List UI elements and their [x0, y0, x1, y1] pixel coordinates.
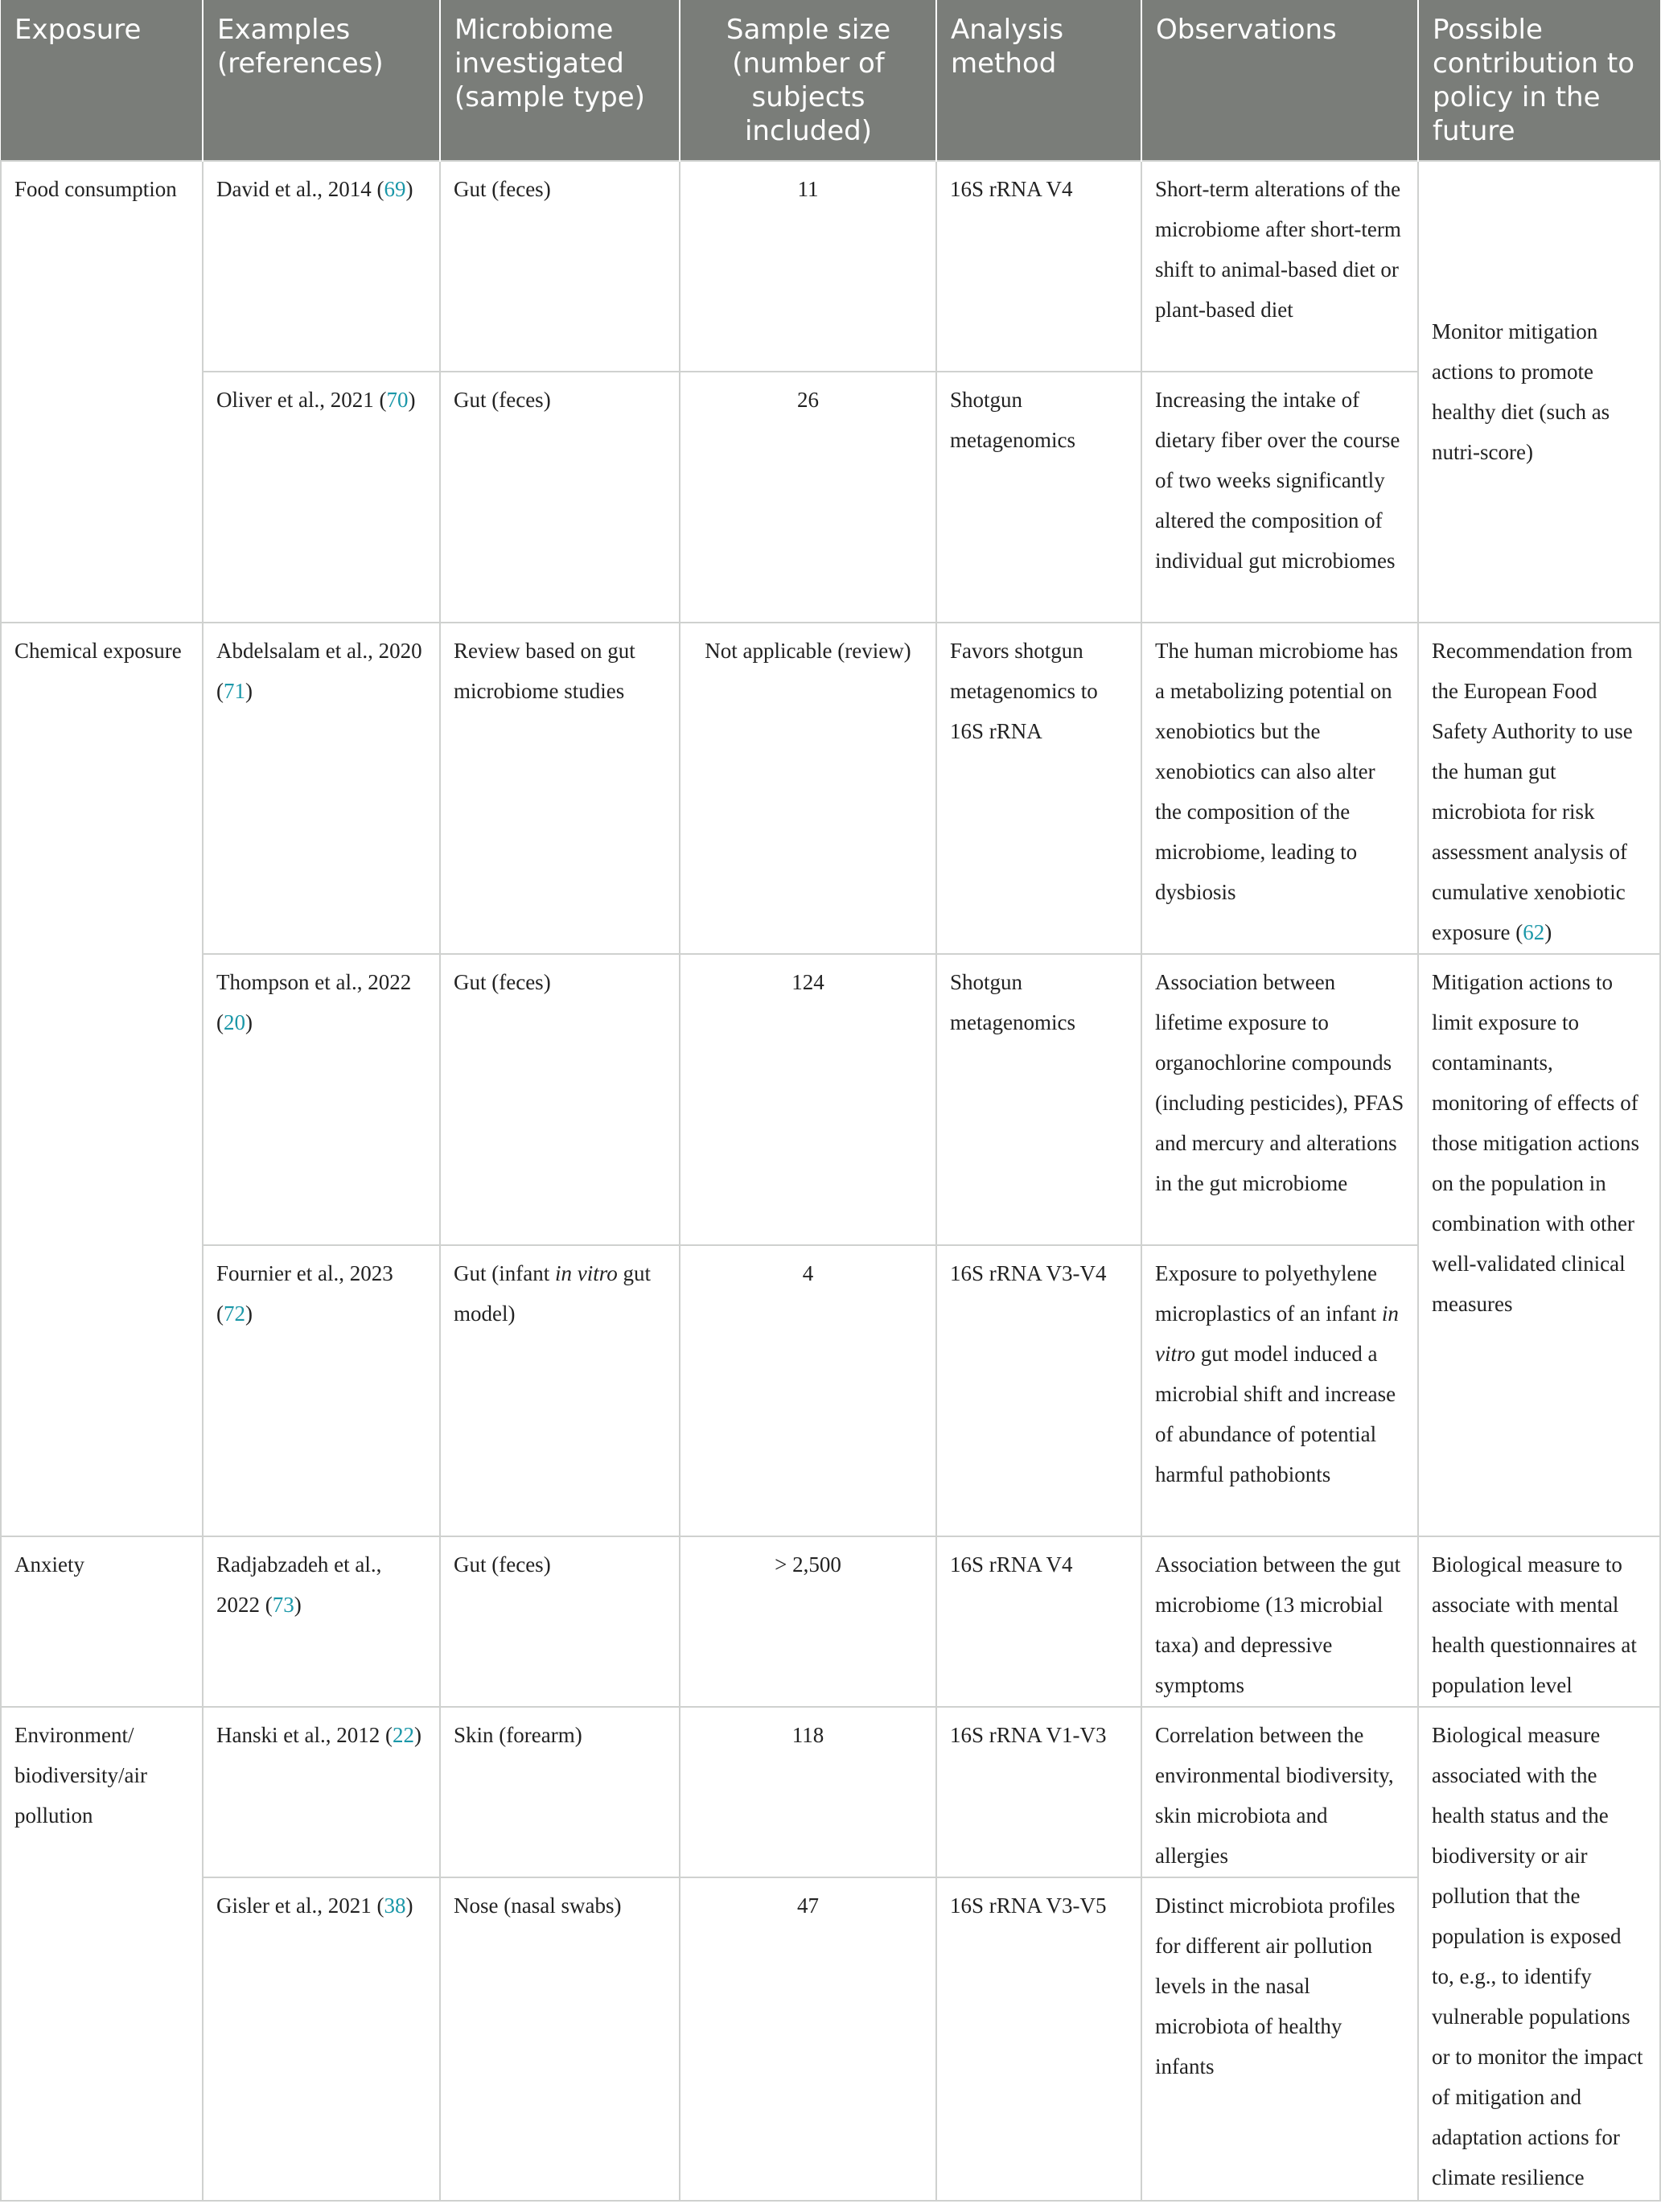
observation-cell: Association between the gut microbiome (13 microbial taxa) and depressive symptoms [1141, 1536, 1418, 1707]
header-microbiome: Microbiome investigated (sample type) [440, 0, 680, 161]
table-row [1, 623, 1660, 954]
method-cell: Favors shotgun metagenomics to 16S rRNA [936, 623, 1141, 954]
method-cell: 16S rRNA V1-V3 [936, 1707, 1141, 1877]
exposure-cell: Chemical exposure [1, 623, 203, 1536]
example-cell: Oliver et al., 2021 (70) [203, 372, 440, 623]
reference-link[interactable]: 70 [386, 388, 409, 412]
method-cell: 16S rRNA V3-V4 [936, 1245, 1141, 1536]
reference-link[interactable]: 73 [272, 1593, 294, 1617]
example-cell: Hanski et al., 2012 (22) [203, 1707, 440, 1877]
policy-cell: Biological measure to associate with mental health questionnaires at population level [1418, 1536, 1660, 1707]
sample-size-cell: > 2,500 [680, 1536, 936, 1707]
table-row [1, 1707, 1660, 1877]
sample-type-cell: Gut (feces) [440, 372, 680, 623]
observation-cell: Association between lifetime exposure to organochlorine compounds (including pesticides), PFAS and mercury and alterations in the gut microbiome [1141, 954, 1418, 1245]
header-observations: Observations [1141, 0, 1418, 161]
exposure-cell: Environment/ biodiversity/air pollution [1, 1707, 203, 2201]
observation-cell: Increasing the intake of dietary fiber over the course of two weeks significantly altered the composition of individual gut microbiomes [1141, 372, 1418, 623]
sample-type-cell: Nose (nasal swabs) [440, 1877, 680, 2201]
reference-link[interactable]: 69 [384, 177, 406, 201]
header-analysis-method: Analysis method [936, 0, 1141, 161]
reference-link[interactable]: 22 [392, 1723, 414, 1747]
sample-size-cell: Not applicable (review) [680, 623, 936, 954]
table-row [1, 161, 1660, 372]
header-row [1, 0, 1660, 161]
method-cell: 16S rRNA V4 [936, 1536, 1141, 1707]
example-cell: Radjabzadeh et al., 2022 (73) [203, 1536, 440, 1707]
method-cell: Shotgun metagenomics [936, 372, 1141, 623]
policy-cell: Mitigation actions to limit exposure to contaminants, monitoring of effects of those mitigation actions on the population in combination with other well-validated clinical measures [1418, 954, 1660, 1536]
example-cell: Abdelsalam et al., 2020 (71) [203, 623, 440, 954]
method-cell: 16S rRNA V3-V5 [936, 1877, 1141, 2201]
example-cell: Gisler et al., 2021 (38) [203, 1877, 440, 2201]
sample-type-cell: Gut (feces) [440, 161, 680, 372]
reference-link[interactable]: 72 [224, 1301, 245, 1326]
reference-link[interactable]: 62 [1523, 920, 1545, 944]
sample-type-cell: Gut (feces) [440, 954, 680, 1245]
header-exposure: Exposure [1, 0, 203, 161]
table-row [1, 1877, 1660, 2201]
observation-cell: Distinct microbiota profiles for different air pollution levels in the nasal microbiota of healthy infants [1141, 1877, 1418, 2201]
header-sample-size: Sample size (number of subjects included) [680, 0, 936, 161]
table-row [1, 1536, 1660, 1707]
reference-link[interactable]: 71 [224, 679, 245, 703]
sample-size-cell: 124 [680, 954, 936, 1245]
sample-size-cell: 11 [680, 161, 936, 372]
example-cell: David et al., 2014 (69) [203, 161, 440, 372]
table-row [1, 372, 1660, 623]
sample-type-cell: Skin (forearm) [440, 1707, 680, 1877]
sample-type-cell: Review based on gut microbiome studies [440, 623, 680, 954]
sample-size-cell: 118 [680, 1707, 936, 1877]
sample-size-cell: 47 [680, 1877, 936, 2201]
policy-cell: Monitor mitigation actions to promote healthy diet (such as nutri-score) [1418, 161, 1660, 623]
sample-type-cell: Gut (feces) [440, 1536, 680, 1707]
observation-cell: Short-term alterations of the microbiome after short-term shift to animal-based diet or plant-based diet [1141, 161, 1418, 372]
method-cell: 16S rRNA V4 [936, 161, 1141, 372]
policy-cell: Recommendation from the European Food Safety Authority to use the human gut microbiota for risk assessment analysis of cumulative xenobiotic exposure (62) [1418, 623, 1660, 954]
reference-link[interactable]: 20 [224, 1010, 245, 1034]
table-row [1, 1245, 1660, 1536]
header-examples: Examples (references) [203, 0, 440, 161]
example-cell: Thompson et al., 2022 (20) [203, 954, 440, 1245]
sample-size-cell: 4 [680, 1245, 936, 1536]
observation-cell: Exposure to polyethylene microplastics of an infant in vitro gut model induced a microbial shift and increase of abundance of potential harmful pathobionts [1141, 1245, 1418, 1536]
example-cell: Fournier et al., 2023 (72) [203, 1245, 440, 1536]
exposure-cell: Anxiety [1, 1536, 203, 1707]
observation-cell: Correlation between the environmental biodiversity, skin microbiota and allergies [1141, 1707, 1418, 1877]
observation-cell: The human microbiome has a metabolizing potential on xenobiotics but the xenobiotics can also alter the composition of the microbiome, leading to dysbiosis [1141, 623, 1418, 954]
method-cell: Shotgun metagenomics [936, 954, 1141, 1245]
table-row [1, 954, 1660, 1245]
reference-link[interactable]: 38 [384, 1893, 406, 1918]
policy-cell: Biological measure associated with the health status and the biodiversity or air pollution that the population is exposed to, e.g., to identify vulnerable populations or to monitor the impact of mitigation and adaptation actions for climate resilience [1418, 1707, 1660, 2201]
exposure-cell: Food consumption [1, 161, 203, 623]
sample-type-cell: Gut (infant in vitro gut model) [440, 1245, 680, 1536]
sample-size-cell: 26 [680, 372, 936, 623]
header-policy: Possible contribution to policy in the future [1418, 0, 1660, 161]
